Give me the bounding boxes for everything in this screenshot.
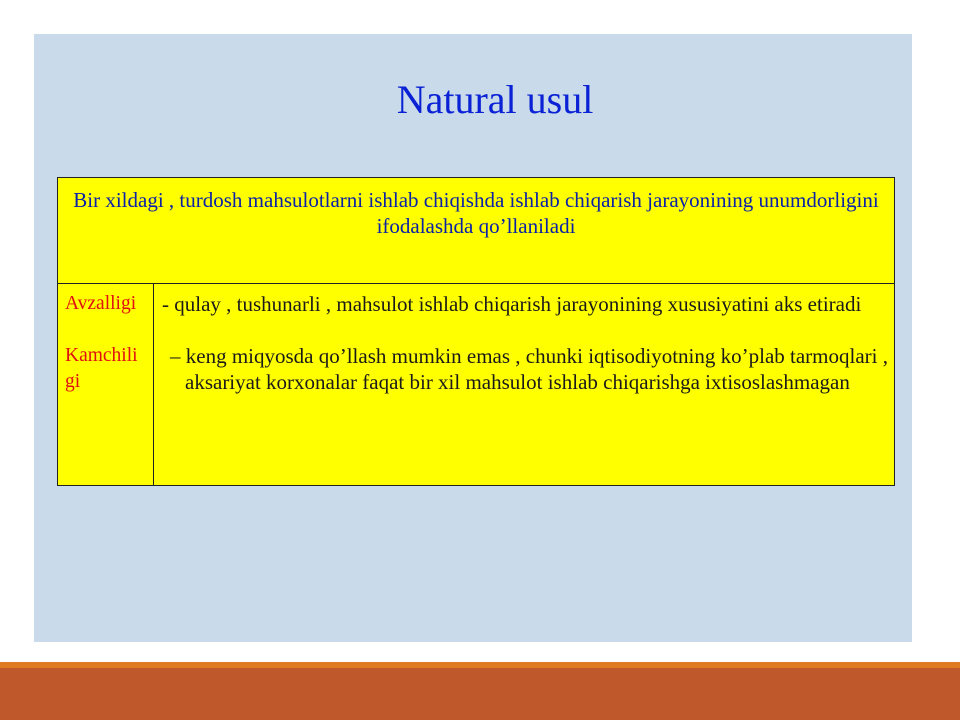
slide-title: Natural usul [396, 77, 594, 122]
table-header-cell: Bir xildagi , turdosh mahsulotlarni ishlab chiqishda ishlab chiqarish jarayonining unumdorligini ifodalashda qo’llaniladi [58, 178, 894, 284]
footer-bar [0, 668, 960, 720]
advantages-term: Avzalligi [65, 293, 137, 314]
disadvantages-text: – keng miqyosda qo’llash mumkin emas , chunki iqtisodiyotning ko’plab tarmoqlari , aksariyat korxonalar faqat bir xil mahsulot ishlab chiqarishga ixtisoslashmagan [170, 344, 888, 394]
advantages-text: - qulay , tushunarli , mahsulot ishlab chiqarish jarayonining xususiyatini aks etiradi [162, 292, 862, 316]
disadvantages-term: Kamchiligi [65, 345, 138, 392]
table-description-column [154, 284, 894, 485]
table-term-column [58, 284, 154, 485]
content-table [57, 177, 895, 486]
